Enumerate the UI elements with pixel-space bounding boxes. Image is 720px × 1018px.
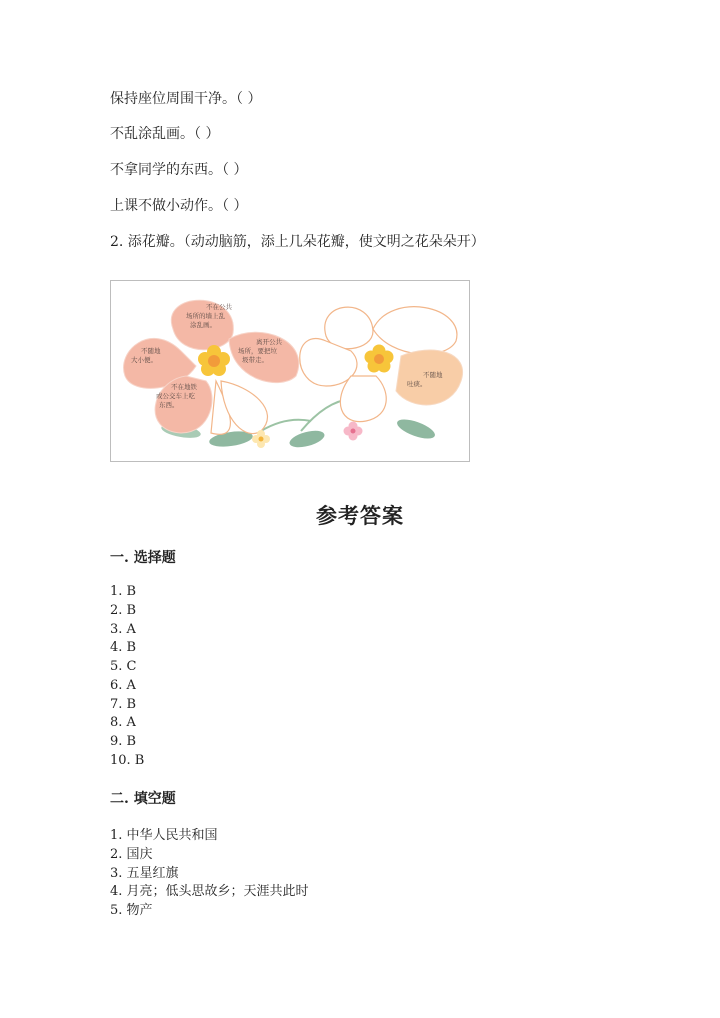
question-item-1: 保持座位周围干净。（ ）: [110, 91, 262, 107]
answer-item: 6. A: [110, 678, 136, 693]
petal-text-1-line-3: 涂乱画。: [190, 321, 216, 329]
question-item-3: 不拿同学的东西。（ ）: [110, 162, 248, 178]
flower-center-icon: [365, 345, 394, 373]
leaf-icon: [288, 428, 326, 451]
petal-text-5-line-2: 吐痰。: [407, 380, 427, 388]
answer-item: 7. B: [110, 697, 137, 712]
answer-item: 9. B: [110, 734, 137, 749]
question-2-prompt: 2. 添花瓣。（动动脑筋，添上几朵花瓣，使文明之花朵朵开）: [110, 234, 485, 250]
leaf-icon: [395, 416, 437, 443]
answer-item: 1. 中华人民共和国: [110, 828, 218, 843]
flower-drawing: [111, 281, 469, 461]
petal-text-2-line-1: 离开公共: [256, 338, 282, 346]
answer-item: 8. A: [110, 715, 136, 730]
answer-item: 5. 物产: [110, 903, 153, 918]
petal-text-5-line-1: 不随地: [423, 371, 443, 379]
petal-text-2-line-3: 圾带走。: [242, 356, 268, 364]
flower-illustration: [110, 280, 470, 462]
petal-text-4-line-3: 东西。: [159, 401, 179, 409]
answer-item: 3. A: [110, 622, 136, 637]
answer-item: 2. 国庆: [110, 847, 153, 862]
section-heading-choice: 一. 选择题: [110, 550, 176, 566]
petal-text-3-line-1: 不随地: [141, 347, 161, 355]
answer-item: 4. B: [110, 640, 137, 655]
answer-item: 1. B: [110, 584, 137, 599]
petal-text-1-line-2: 场所的墙上乱: [186, 312, 225, 320]
answer-title: 参考答案: [316, 503, 404, 528]
section-heading-fill: 二. 填空题: [110, 791, 176, 807]
petal-empty: [340, 376, 386, 422]
answer-item: 4. 月亮；低头思故乡；天涯共此时: [110, 884, 309, 899]
answer-item: 3. 五星红旗: [110, 866, 179, 881]
petal-text-3-line-2: 大小便。: [131, 356, 157, 364]
small-flower-icon: [344, 422, 363, 441]
question-item-2: 不乱涂乱画。（ ）: [110, 126, 220, 142]
petal-empty: [325, 307, 373, 349]
answer-item: 10. B: [110, 753, 145, 768]
petal-text-4-line-2: 或公交车上吃: [156, 392, 195, 400]
petal-empty: [373, 307, 457, 354]
petal-text-1-line-1: 不在公共: [206, 303, 232, 311]
question-item-4: 上课不做小动作。（ ）: [110, 198, 248, 214]
petal-text-2-line-2: 场所，要把垃: [238, 347, 277, 355]
answer-item: 5. C: [110, 659, 137, 674]
answer-item: 2. B: [110, 603, 137, 618]
petal-text-4-line-1: 不在地铁: [171, 383, 197, 391]
